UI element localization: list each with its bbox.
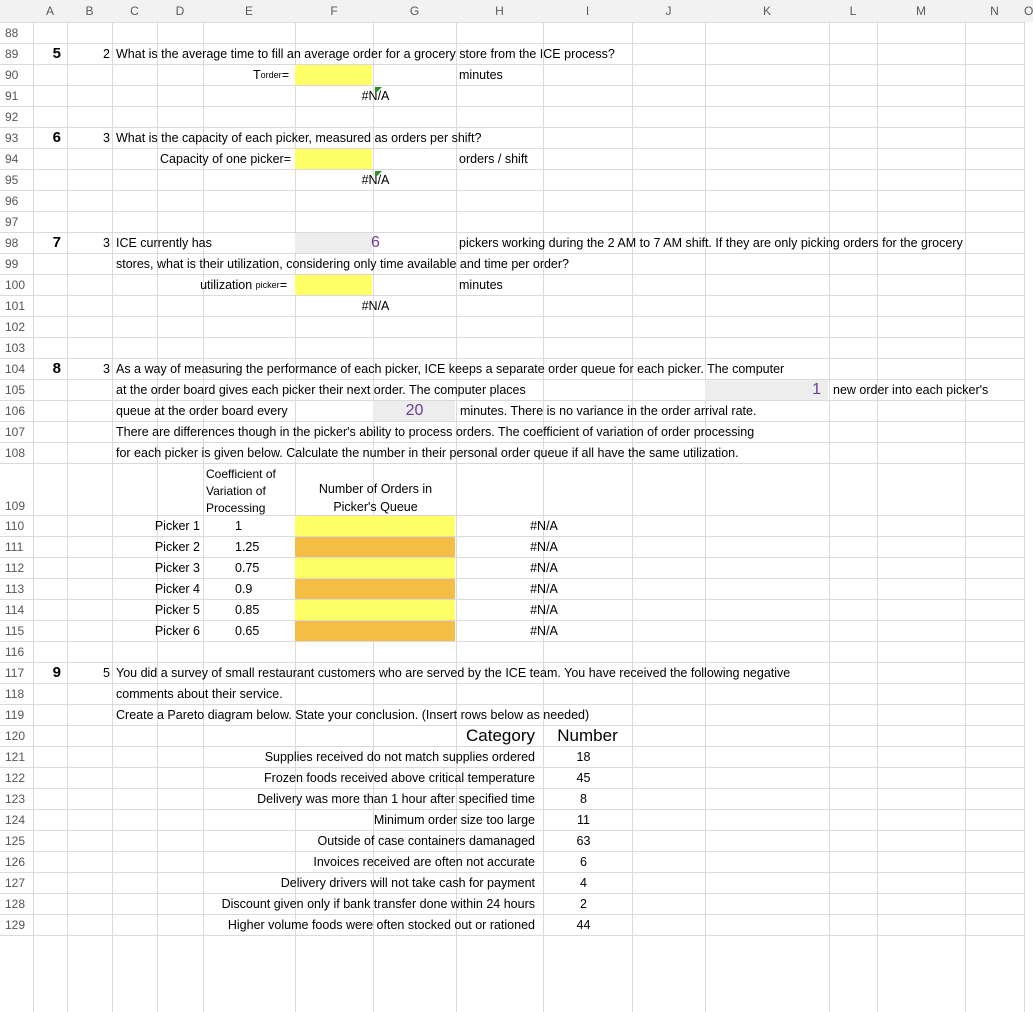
q8-line4: There are differences though in the picker's ability to process orders. The coefficient of variation of order processing [116, 424, 755, 439]
q8-line1: As a way of measuring the performance of each picker, ICE keeps a separate order queue for each picker. The computer [116, 361, 785, 376]
picker-queue-result: #N/A [530, 623, 558, 638]
category-item: Invoices received are often not accurate [313, 854, 535, 869]
q8-line2b: new order into each picker's [833, 382, 989, 397]
category-count: 44 [576, 917, 591, 932]
error-indicator-icon [375, 171, 382, 178]
row-header-114[interactable]: 114 [5, 602, 25, 617]
answer-cell-queue-picker-6[interactable] [295, 621, 455, 641]
column-header-C[interactable]: C [112, 0, 157, 22]
row-header-95[interactable]: 95 [5, 172, 19, 187]
q8-number: 8 [52, 360, 61, 377]
row-header-115[interactable]: 115 [5, 623, 25, 638]
q5-points: 2 [103, 46, 110, 61]
category-item: Delivery was more than 1 hour after specified time [257, 791, 535, 806]
row-header-117[interactable]: 117 [5, 665, 25, 680]
q6-number: 6 [52, 129, 61, 146]
row-header-110[interactable]: 110 [5, 518, 25, 533]
column-header-O[interactable]: O [1024, 0, 1033, 22]
picker-queue-result: #N/A [530, 560, 558, 575]
q9-points: 5 [103, 665, 110, 680]
q9-line2: comments about their service. [116, 686, 283, 701]
column-header-G[interactable]: G [373, 0, 456, 22]
row-header-94[interactable]: 94 [5, 151, 19, 166]
row-header-112[interactable]: 112 [5, 560, 25, 575]
q7-utilization-label [157, 274, 287, 295]
column-header-F[interactable]: F [295, 0, 373, 22]
category-item: Higher volume foods were often stocked out or rationed [227, 917, 535, 932]
q7-number: 7 [52, 234, 61, 251]
answer-cell-queue-picker-1[interactable] [295, 516, 455, 536]
picker-cv: 0.85 [235, 602, 260, 617]
q6-points: 3 [103, 130, 110, 145]
error-indicator-icon [375, 87, 382, 94]
cv-header-line: Coefficient of [206, 466, 276, 481]
category-item: Frozen foods received above critical temperature [264, 770, 535, 785]
q6-label: Capacity of one picker= [160, 151, 291, 166]
row-header-103[interactable]: 103 [5, 340, 26, 355]
category-item: Minimum order size too large [373, 812, 535, 827]
row-header-106[interactable]: 106 [5, 403, 26, 418]
answer-cell-queue-picker-2[interactable] [295, 537, 455, 557]
row-header-129[interactable]: 129 [5, 917, 26, 932]
row-header-100[interactable]: 100 [5, 277, 26, 292]
q8-orders-value: 1 [812, 380, 821, 398]
row-header-128[interactable]: 128 [5, 896, 26, 911]
q5-unit: minutes [459, 67, 503, 82]
category-count: 4 [580, 875, 587, 890]
row-header-111[interactable]: 111 [5, 539, 24, 554]
q5-number: 5 [52, 45, 61, 62]
row-header-126[interactable]: 126 [5, 854, 26, 869]
picker-queue-result: #N/A [530, 518, 558, 533]
cv-header-line: Variation of [206, 483, 266, 498]
row-header-121[interactable]: 121 [5, 749, 26, 764]
q8-points: 3 [103, 361, 110, 376]
category-item: Delivery drivers will not take cash for payment [280, 875, 535, 890]
category-header: Category [466, 725, 535, 745]
row-header-124[interactable]: 124 [5, 812, 26, 827]
q7-result: #N/A [361, 298, 390, 313]
t-label-subscript: order [260, 69, 282, 80]
row-header-113[interactable]: 113 [5, 581, 25, 596]
row-header-90[interactable]: 90 [5, 67, 19, 82]
row-header-88[interactable]: 88 [5, 25, 19, 40]
category-item: Supplies received do not match supplies ordered [264, 749, 535, 764]
column-header-D[interactable]: D [157, 0, 203, 22]
row-header-99[interactable]: 99 [5, 256, 19, 271]
picker-cv: 1 [235, 518, 242, 533]
column-header-J[interactable]: J [632, 0, 705, 22]
row-header-122[interactable]: 122 [5, 770, 26, 785]
row-header-127[interactable]: 127 [5, 875, 26, 890]
row-header-125[interactable]: 125 [5, 833, 26, 848]
row-header-91[interactable]: 91 [5, 88, 19, 103]
q9-number: 9 [52, 664, 61, 681]
answer-cell-queue-picker-3[interactable] [295, 558, 455, 578]
cv-header-line: Processing [206, 500, 266, 515]
picker-name: Picker 2 [154, 539, 200, 554]
column-header-I[interactable]: I [543, 0, 632, 22]
category-item: Outside of case containers damanaged [317, 833, 535, 848]
row-header-102[interactable]: 102 [5, 319, 26, 334]
row-header-119[interactable]: 119 [5, 707, 25, 722]
answer-cell-t-order[interactable] [295, 65, 372, 85]
row-header-97[interactable]: 97 [5, 214, 19, 229]
row-header-96[interactable]: 96 [5, 193, 19, 208]
q6-result: #N/A [361, 172, 390, 187]
row-header-93[interactable]: 93 [5, 130, 19, 145]
column-header-K[interactable]: K [705, 0, 829, 22]
category-count: 8 [580, 791, 587, 806]
picker-queue-result: #N/A [530, 581, 558, 596]
row-header-116[interactable]: 116 [5, 644, 25, 659]
category-count: 45 [576, 770, 591, 785]
row-header-98[interactable]: 98 [5, 235, 19, 250]
q8-line3b: minutes. There is no variance in the order arrival rate. [460, 403, 757, 418]
q5-question: What is the average time to fill an average order for a grocery store from the ICE process? [116, 46, 615, 61]
q7-text-c: stores, what is their utilization, considering only time available and time per order? [116, 256, 570, 271]
t-label: T [253, 67, 261, 82]
row-header-104[interactable]: 104 [5, 361, 26, 376]
row-header-89[interactable]: 89 [5, 46, 19, 61]
utilization-equals: = [279, 277, 287, 292]
category-count: 63 [576, 833, 591, 848]
category-count: 18 [576, 749, 591, 764]
corner-header[interactable] [0, 0, 33, 22]
answer-cell-capacity[interactable] [295, 149, 372, 169]
picker-cv: 0.9 [235, 581, 253, 596]
queue-header-line: Number of Orders in [318, 482, 433, 496]
q8-interval-value: 20 [405, 401, 424, 419]
category-count: 2 [580, 896, 587, 911]
picker-cv: 0.65 [235, 623, 260, 638]
column-header-M[interactable]: M [877, 0, 965, 22]
picker-name: Picker 4 [154, 581, 200, 596]
column-header-E[interactable]: E [203, 0, 295, 22]
q5-result: #N/A [361, 88, 390, 103]
q6-question: What is the capacity of each picker, measured as orders per shift? [116, 130, 482, 145]
category-count: 6 [580, 854, 587, 869]
q7-unit: minutes [459, 277, 503, 292]
answer-cell-queue-picker-5[interactable] [295, 600, 455, 620]
picker-queue-result: #N/A [530, 539, 558, 554]
picker-name: Picker 6 [154, 623, 200, 638]
row-header-109[interactable]: 109 [5, 499, 26, 513]
queue-header-line: Picker's Queue [333, 500, 418, 514]
utilization-subscript: picker [255, 279, 280, 290]
column-header-N[interactable]: N [965, 0, 1024, 22]
number-header: Number [557, 725, 618, 745]
q9-line3: Create a Pareto diagram below. State your conclusion. (Insert rows below as needed) [116, 707, 590, 722]
picker-name: Picker 3 [154, 560, 200, 575]
answer-cell-utilization[interactable] [295, 275, 372, 295]
q8-line3a: queue at the order board every [116, 403, 288, 418]
q7-pickers-value: 6 [371, 233, 380, 251]
row-header-120[interactable]: 120 [5, 728, 26, 743]
picker-name: Picker 1 [154, 518, 200, 533]
q6-unit: orders / shift [459, 151, 528, 166]
picker-queue-result: #N/A [530, 602, 558, 617]
column-header-B[interactable]: B [67, 0, 112, 22]
category-count: 11 [577, 812, 590, 827]
picker-cv: 1.25 [235, 539, 260, 554]
picker-cv: 0.75 [235, 560, 260, 575]
category-item: Discount given only if bank transfer done within 24 hours [221, 896, 535, 911]
q7-text-a: ICE currently has [116, 235, 212, 250]
row-header-105[interactable]: 105 [5, 382, 26, 397]
column-header-L[interactable]: L [829, 0, 877, 22]
picker-name: Picker 5 [154, 602, 200, 617]
column-header-H[interactable]: H [456, 0, 543, 22]
q9-line1: You did a survey of small restaurant customers who are served by the ICE team. You have received the following negative [116, 665, 791, 680]
q5-t-order-label [157, 64, 289, 85]
row-header-118[interactable]: 118 [5, 686, 25, 701]
t-label-equals: = [281, 67, 289, 82]
q7-points: 3 [103, 235, 110, 250]
utilization-label: utilization [200, 277, 253, 292]
row-header-92[interactable]: 92 [5, 109, 19, 124]
row-header-108[interactable]: 108 [5, 445, 26, 460]
row-header-107[interactable]: 107 [5, 424, 26, 439]
answer-cell-queue-picker-4[interactable] [295, 579, 455, 599]
q8-line5: for each picker is given below. Calculate the number in their personal order queue if all have the same utilization. [116, 445, 739, 460]
row-header-123[interactable]: 123 [5, 791, 26, 806]
q8-line2a: at the order board gives each picker their next order. The computer places [116, 382, 526, 397]
row-header-101[interactable]: 101 [5, 298, 26, 313]
column-header-A[interactable]: A [33, 0, 67, 22]
q7-text-b: pickers working during the 2 AM to 7 AM shift. If they are only picking orders for the grocery [459, 235, 963, 250]
